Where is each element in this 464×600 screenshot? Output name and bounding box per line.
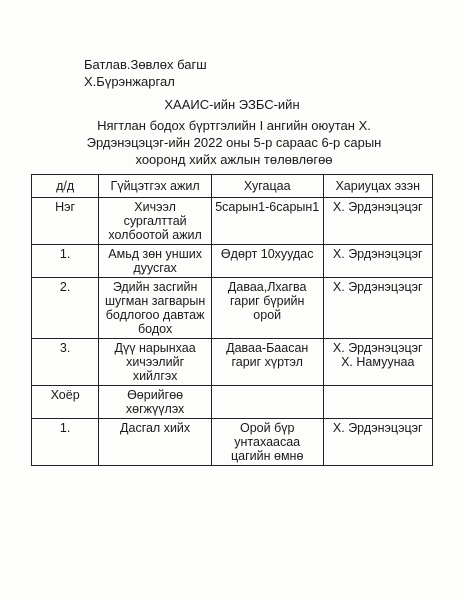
header-owner: Хариуцах эзэн: [323, 175, 433, 198]
row-number: Хоёр: [32, 386, 99, 419]
row-time: 5сарын1-6сарын1: [211, 198, 323, 245]
row-number: 1.: [32, 245, 99, 278]
row-time: Даваа,Лхагва гариг бүрийн орой: [211, 278, 323, 339]
row-task: Өөрийгөө хөгжүүлэх: [99, 386, 212, 419]
row-time: Орой бүр унтахаасаа цагийн өмнө: [211, 419, 323, 466]
approval-line-1: Батлав.Зөвлөх багш: [84, 57, 207, 72]
table-row: [32, 419, 433, 466]
document-title: [38, 117, 430, 168]
table-row: [32, 278, 433, 339]
row-time: [211, 386, 323, 419]
row-number: 1.: [32, 419, 99, 466]
organization-heading: ХААИС-ийн ЭЗБС-ийн: [164, 97, 300, 112]
table-row: [32, 198, 433, 245]
row-owner: Х. Эрдэнэцэцэг Х. Намуунаа: [323, 339, 433, 386]
title-line-3: хооронд хийх ажлын төлөвлөгөө: [135, 152, 333, 167]
row-owner: [323, 386, 433, 419]
row-time: Өдөрт 10хуудас: [211, 245, 323, 278]
row-task: Амьд зөн унших дуусгах: [99, 245, 212, 278]
row-time: Даваа-Баасан гариг хүртэл: [211, 339, 323, 386]
row-task: Эдийн засгийн шугман загварын бодлогоо давтаж бодох: [99, 278, 212, 339]
table-row: [32, 339, 433, 386]
header-task: Гүйцэтгэх ажил: [99, 175, 212, 198]
row-number: 2.: [32, 278, 99, 339]
header-number: д/д: [32, 175, 99, 198]
row-owner: Х. Эрдэнэцэцэг: [323, 419, 433, 466]
row-task: Дүү нарынхаа хичээлийг хийлгэх: [99, 339, 212, 386]
row-task: Дасгал хийх: [99, 419, 212, 466]
row-number: Нэг: [32, 198, 99, 245]
title-line-2: Эрдэнэцэцэг-ийн 2022 оны 5-р сараас 6-р сарын: [86, 135, 382, 150]
row-owner: Х. Эрдэнэцэцэг: [323, 278, 433, 339]
approval-block: [84, 56, 207, 90]
table-header-row: [32, 175, 433, 198]
table-row: [32, 386, 433, 419]
row-owner: Х. Эрдэнэцэцэг: [323, 198, 433, 245]
row-number: 3.: [32, 339, 99, 386]
header-time: Хугацаа: [211, 175, 323, 198]
approval-line-2: Х.Бүрэнжаргал: [84, 74, 175, 89]
table-row: [32, 245, 433, 278]
work-plan-table: [31, 174, 433, 466]
title-line-1: Нягтлан бодох бүртгэлийн I ангийн оюутан Х.: [97, 118, 371, 133]
row-owner: Х. Эрдэнэцэцэг: [323, 245, 433, 278]
row-task: Хичээл сургалттай холбоотой ажил: [99, 198, 212, 245]
